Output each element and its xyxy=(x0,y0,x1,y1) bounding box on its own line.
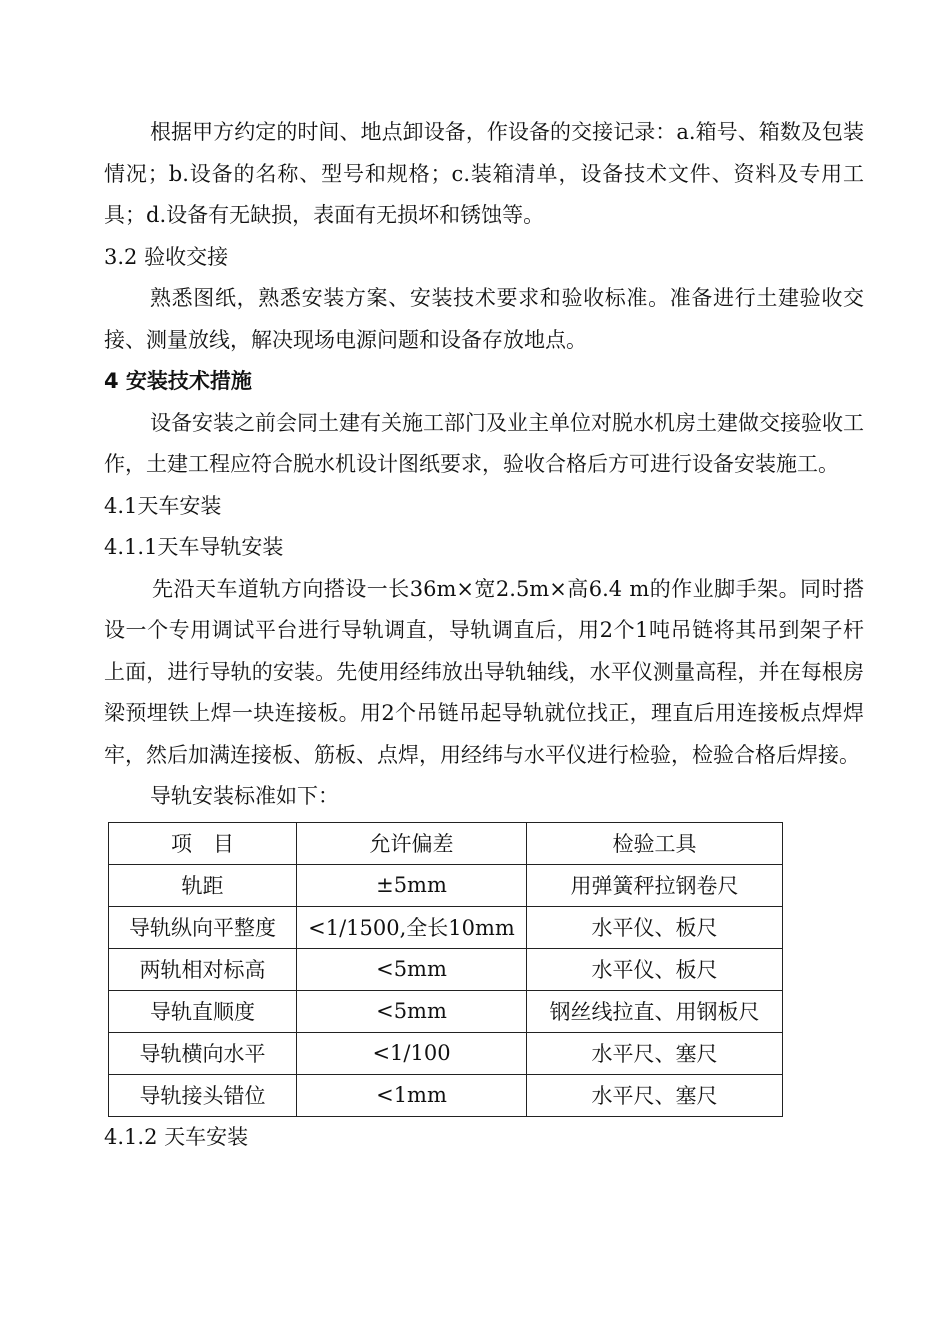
table-header-tool: 检验工具 xyxy=(527,822,783,864)
table-header-tolerance: 允许偏差 xyxy=(297,822,527,864)
table-cell: ±5mm xyxy=(297,864,527,906)
table-cell: 导轨横向水平 xyxy=(109,1032,297,1074)
heading-4: 4 安装技术措施 xyxy=(104,369,252,393)
table-row xyxy=(109,1032,783,1074)
table-row xyxy=(109,990,783,1032)
rail-standard-table xyxy=(108,822,783,1117)
table-row xyxy=(109,864,783,906)
paragraph-installation-measures: 设备安装之前会同土建有关施工部门及业主单位对脱水机房土建做交接验收工作，土建工程应符合脱水机设计图纸要求，验收合格后方可进行设备安装施工。 xyxy=(104,410,864,476)
paragraph-equipment-handover: 根据甲方约定的时间、地点卸设备，作设备的交接记录：a.箱号、箱数及包装情况；b.设备的名称、型号和规格；c.装箱清单，设备技术文件、资料及专用工具；d.设备有无缺损，表面有无损坏和锈蚀等。 xyxy=(104,120,864,227)
table-row xyxy=(109,1074,783,1116)
table-cell: 轨距 xyxy=(109,864,297,906)
table-cell: <1/100 xyxy=(297,1032,527,1074)
table-header-row xyxy=(109,822,783,864)
table-cell: 水平仪、板尺 xyxy=(527,906,783,948)
paragraph-rail-installation: 先沿天车道轨方向搭设一长36m×宽2.5m×高6.4 m的作业脚手架。同时搭设一个专用调试平台进行导轨调直，导轨调直后，用2个1吨吊链将其吊到架子杆上面，进行导轨的安装。先使用经纬放出导轨轴线，水平仪测量高程，并在每根房梁预埋铁上焊一块连接板。用2个吊链吊起导轨就位找正，理直后用连接板点焊焊牢，然后加满连接板、筋板、点焊，用经纬与水平仪进行检验，检验合格后焊接。 xyxy=(104,576,864,767)
table-cell: 两轨相对标高 xyxy=(109,948,297,990)
table-cell: <1mm xyxy=(297,1074,527,1116)
table-cell: 导轨纵向平整度 xyxy=(109,906,297,948)
table-row xyxy=(109,906,783,948)
table-row xyxy=(109,948,783,990)
paragraph-acceptance: 熟悉图纸，熟悉安装方案、安装技术要求和验收标准。准备进行土建验收交接、测量放线，解决现场电源问题和设备存放地点。 xyxy=(104,286,864,352)
heading-3-2: 3.2 验收交接 xyxy=(104,244,229,269)
table-cell: 导轨直顺度 xyxy=(109,990,297,1032)
table-cell: 水平尺、塞尺 xyxy=(527,1074,783,1116)
paragraph-rail-standard-intro: 导轨安装标准如下： xyxy=(150,784,339,808)
table-cell: 水平仪、板尺 xyxy=(527,948,783,990)
table-cell: 钢丝线拉直、用钢板尺 xyxy=(527,990,783,1032)
table-cell: 水平尺、塞尺 xyxy=(527,1032,783,1074)
table-header-item: 项 目 xyxy=(109,822,297,864)
document-page xyxy=(104,112,864,1158)
table-cell: 用弹簧秤拉钢卷尺 xyxy=(527,864,783,906)
heading-4-1-1: 4.1.1天车导轨安装 xyxy=(104,535,284,559)
heading-4-1: 4.1天车安装 xyxy=(104,493,222,518)
heading-4-1-2: 4.1.2 天车安装 xyxy=(104,1124,249,1149)
table-cell: <5mm xyxy=(297,948,527,990)
table-cell: <1/1500,全长10mm xyxy=(297,906,527,948)
table-cell: 导轨接头错位 xyxy=(109,1074,297,1116)
table-cell: <5mm xyxy=(297,990,527,1032)
